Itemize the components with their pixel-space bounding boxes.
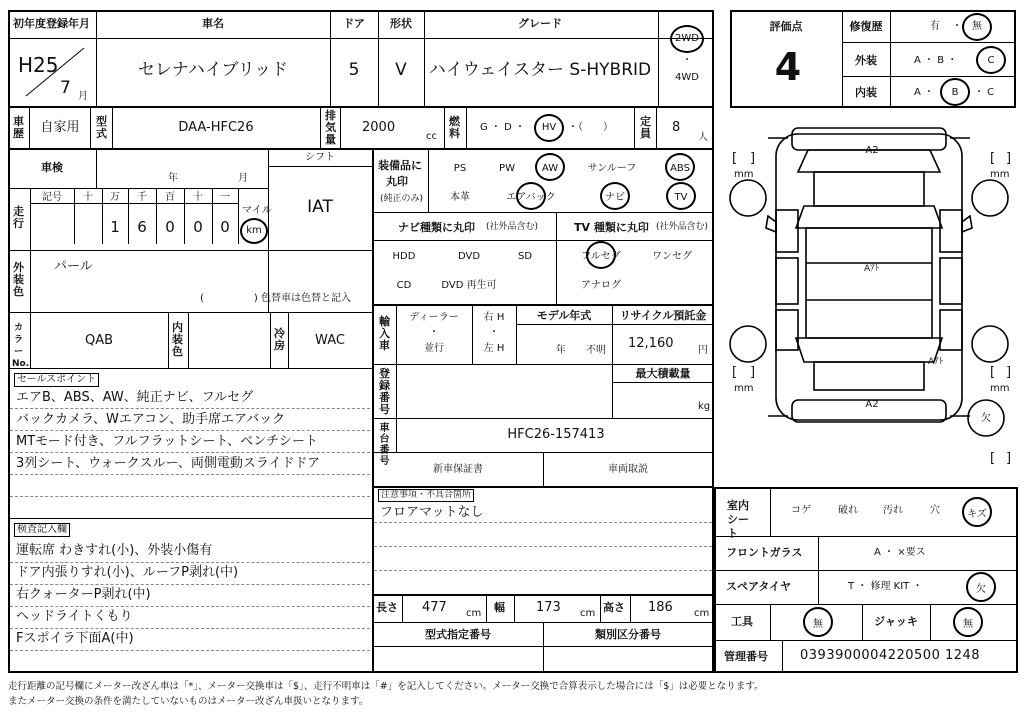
drive-dot: ・: [682, 55, 692, 66]
mileage-digit: 0: [193, 218, 203, 236]
mileage-col-10m: 十: [83, 192, 93, 203]
history-value: 自家用: [40, 120, 80, 135]
damage-mark-a2-rear: A2: [865, 399, 879, 410]
displacement-value: 2000: [362, 120, 396, 135]
car-damage-diagram: [728, 112, 1010, 482]
bracket-fl-open: [: [732, 151, 738, 166]
equip-ps: PS: [453, 163, 467, 174]
width-label: 幅: [494, 601, 505, 614]
score-label: 評価点: [769, 20, 803, 33]
max-load-label: 最大積載量: [635, 367, 691, 380]
spare-missing-mark: 欠: [981, 413, 991, 424]
import-label: 輸入車: [379, 315, 390, 352]
bracket-spare-close: ]: [1006, 451, 1012, 466]
repair-no-circled: 無: [972, 21, 982, 32]
repair-dot: ・: [952, 21, 962, 32]
reg-era-year: H25: [18, 53, 59, 77]
exterior-color-label: 外装色: [13, 261, 24, 298]
navi-cd: CD: [396, 280, 412, 291]
navi-dvd-play: DVD 再生可: [441, 280, 497, 291]
shift-value: IAT: [307, 197, 333, 217]
length-cm: cm: [466, 608, 482, 619]
reg-date-label: 初年度登録年月: [13, 17, 90, 30]
equip-abs-circled: ABS: [670, 163, 690, 174]
recycle-deposit-value: 12,160: [628, 336, 674, 351]
damage-mark-a-trace-1: Aｱﾄ: [864, 264, 880, 274]
tv-type-note: (社外品含む): [656, 222, 709, 232]
drive-2wd-circled: 2WD: [675, 33, 699, 44]
tv-fullseg-circled: フルセグ: [581, 251, 621, 262]
interior-color-label: 内装色: [172, 321, 183, 358]
repair-yes: 有: [930, 21, 940, 32]
management-number: 0393900004220500 1248: [800, 648, 981, 663]
ac-value: WAC: [315, 333, 345, 348]
km-circled: km: [246, 225, 262, 236]
interior-a: A ・: [914, 87, 935, 98]
spare-tire-label: スペアタイヤ: [726, 580, 792, 593]
inspector-line: 右クォーターP剥れ(中): [16, 587, 151, 602]
displacement-label: 排気量: [325, 109, 336, 146]
repair-history-label: 修復歴: [849, 20, 883, 33]
mileage-col-1: 一: [220, 192, 230, 203]
inspector-line: 運転席 わきすれ(小)、外装小傷有: [16, 543, 213, 558]
warranty-label: 新車保証書: [433, 464, 483, 475]
import-right-hand: 右 H: [483, 312, 505, 323]
footer-note-2: またメーター交換の条件を満たしていないものはメーター改ざん車扱いとなります。: [8, 696, 369, 707]
navi-dvd: DVD: [457, 251, 481, 262]
model-value: DAA-HFC26: [178, 120, 254, 135]
drive-4wd: 4WD: [675, 72, 699, 83]
caution-label: 注意事項・不具合箇所: [378, 489, 474, 502]
fuel-hv-circled: HV: [541, 122, 557, 133]
inspection-label: 車検: [41, 161, 63, 174]
capacity-value: 8: [672, 120, 681, 135]
equip-airbag-circled: エアバック: [506, 192, 556, 203]
interior-b-circled: B: [951, 87, 959, 98]
equip-sunroof: サンルーフ: [587, 163, 637, 174]
seat-burn: コゲ: [791, 505, 811, 516]
fuel-gd: G ・ D ・: [480, 122, 525, 133]
tools-label: 工具: [731, 615, 753, 628]
seat-hole: 穴: [930, 505, 940, 516]
inspection-month: 月: [238, 173, 248, 184]
color-code-label: カラーNo.: [12, 323, 30, 369]
mileage-digit: 0: [165, 218, 175, 236]
mile-label: マイル: [242, 205, 272, 216]
reg-month: 7: [60, 78, 71, 98]
tools-none-circled: 無: [803, 607, 833, 637]
inspection-year: 年: [168, 173, 178, 184]
mileage-col-10k: 万: [110, 192, 120, 203]
import-left-hand: 左 H: [483, 343, 505, 354]
bracket-fl-close: ]: [750, 151, 756, 166]
mileage-col-10: 十: [193, 192, 203, 203]
fuel-other: ・（ ）: [568, 122, 613, 133]
exterior-grade-label: 外装: [855, 54, 877, 67]
doors-label: ドア: [343, 17, 365, 30]
bracket-rr-close: ]: [1006, 365, 1012, 380]
mileage-sign-label: 記号: [42, 192, 62, 203]
tire-depth-fr-mm: mm: [990, 169, 1010, 180]
bracket-rr-open: [: [990, 365, 996, 380]
tv-oneseg: ワンセグ: [652, 251, 692, 262]
equip-tv-circled: TV: [674, 192, 688, 203]
equipment-label-3: (純正のみ): [380, 194, 424, 204]
car-name-label: 車名: [202, 17, 224, 30]
windshield-value: A ・ ×要ス: [874, 547, 926, 558]
exterior-color-value: パール: [54, 259, 93, 274]
sales-point-line: MTモード付き、フルフラットシート、ベンチシート: [16, 434, 318, 449]
reg-month-unit: 月: [78, 91, 88, 102]
footer-note-1: 走行距離の記号欄にメーター改ざん車は「*」、メーター交換車は「$」、走行不明車は「#」を記入してください。メーター交換で合算表示した場合には「$」は必要となります。: [8, 681, 764, 692]
equipment-label-2: 丸印: [386, 175, 408, 188]
chassis-number: HFC26-157413: [507, 427, 605, 442]
bracket-spare-open: [: [990, 451, 996, 466]
cc-unit: cc: [426, 131, 437, 142]
damage-mark-a-trace-2: Aｱﾄ: [928, 357, 944, 367]
mileage-col-100: 百: [165, 192, 175, 203]
shift-label: シフト: [305, 152, 335, 163]
management-number-label: 管理番号: [724, 650, 768, 663]
color-change-note: ( ) 色替車は色替と記入: [200, 293, 351, 304]
yen-unit: 円: [698, 345, 708, 356]
spare-tire-value: T ・ 修理 KIT ・: [848, 581, 923, 592]
navi-type-label: ナビ種類に丸印: [398, 221, 475, 234]
jack-none-circled: 無: [953, 607, 983, 637]
doors-value: 5: [348, 60, 360, 80]
manual-label: 車両取説: [608, 464, 648, 475]
navi-sd: SD: [517, 251, 533, 262]
spare-missing-circled: 欠: [966, 572, 996, 602]
tv-analog: アナログ: [581, 280, 621, 291]
bracket-fr-close: ]: [1006, 151, 1012, 166]
import-dot: ・: [429, 327, 439, 338]
seat-tear: 破れ: [838, 505, 858, 516]
bracket-rl-close: ]: [750, 365, 756, 380]
recycle-deposit-label: リサイクル預託金: [619, 309, 707, 322]
inspector-label: 検査記入欄: [14, 523, 70, 537]
import-dealer: ディーラー: [409, 312, 459, 323]
chassis-label: 車台番号: [379, 423, 390, 467]
model-year-unknown: 不明: [586, 345, 606, 356]
damage-mark-a2-front: A2: [865, 145, 879, 156]
equip-leather: 本革: [450, 192, 470, 203]
car-name: セレナハイブリッド: [137, 60, 289, 80]
color-code-value: QAB: [84, 333, 114, 348]
mileage-digit: 1: [110, 218, 120, 236]
sales-point-line: エアB、ABS、AW、純正ナビ、フルセグ: [16, 390, 254, 405]
inspector-line: Fスポイラ下面A(中): [16, 631, 134, 646]
model-year-unit: 年: [556, 345, 566, 356]
windshield-label: フロントガラス: [726, 546, 803, 559]
equipment-label-1: 装備品に: [378, 159, 422, 172]
score-value: 4: [774, 45, 802, 89]
person-unit: 人: [698, 132, 708, 143]
seat-scratch-circled: キズ: [962, 497, 992, 527]
navi-hdd: HDD: [392, 251, 416, 262]
mileage-digit: 6: [137, 218, 147, 236]
inspector-line: ヘッドライトくもり: [16, 609, 133, 624]
exterior-options: A ・ B ・: [914, 55, 958, 66]
import-dot-2: ・: [489, 327, 499, 338]
history-label: 車歴: [13, 115, 24, 140]
type-designation-label: 型式指定番号: [425, 628, 491, 641]
bracket-fr-open: [: [990, 151, 996, 166]
inspector-line: ドア内張りすれ(小)、ルーフP剥れ(中): [16, 565, 239, 580]
sales-point-line: バックカメラ、Wエアコン、助手席エアバック: [16, 412, 286, 427]
equip-pw: PW: [499, 163, 515, 174]
class-number-label: 類別区分番号: [595, 628, 661, 641]
kg-unit: kg: [698, 401, 711, 412]
width-value: 173: [536, 600, 561, 615]
tire-depth-rl-mm: mm: [734, 383, 754, 394]
capacity-label: 定員: [640, 115, 651, 140]
shape-label: 形状: [390, 17, 412, 30]
caution-text: フロアマットなし: [380, 505, 484, 520]
seat-stain: 汚れ: [883, 505, 903, 516]
sales-points-label: セールスポイント: [14, 373, 99, 387]
exterior-c-circled: C: [987, 55, 995, 66]
ac-label: 冷房: [274, 327, 285, 352]
height-value: 186: [648, 600, 673, 615]
shape-value: V: [395, 60, 407, 80]
tire-depth-rr-mm: mm: [990, 383, 1010, 394]
model-year-label: モデル年式: [536, 309, 592, 322]
interior-grade-label: 内装: [855, 86, 877, 99]
import-parallel: 並行: [424, 343, 444, 354]
fuel-label: 燃料: [449, 115, 460, 140]
navi-type-note: (社外品含む): [486, 222, 539, 232]
equip-navi-circled: ナビ: [605, 192, 625, 203]
jack-label: ジャッキ: [874, 615, 918, 628]
interior-seat-label: 室内シート: [727, 499, 749, 540]
length-value: 477: [422, 600, 447, 615]
sales-point-line: 3列シート、ウォークスルー、両側電動スライドドア: [16, 456, 321, 471]
registration-label: 登録番号: [379, 367, 390, 416]
equip-aw-circled: AW: [541, 163, 559, 174]
length-label: 長さ: [376, 601, 398, 614]
interior-c: ・ C: [974, 87, 995, 98]
grade-value: ハイウェイスター S-HYBRID: [428, 60, 652, 80]
height-label: 高さ: [603, 601, 625, 614]
width-cm: cm: [580, 608, 596, 619]
tv-type-label: TV 種類に丸印: [574, 221, 649, 234]
grade-label: グレード: [518, 17, 562, 30]
height-cm: cm: [694, 608, 710, 619]
model-label: 型式: [96, 115, 107, 140]
tire-depth-fl-mm: mm: [734, 169, 754, 180]
mileage-digit: 0: [220, 218, 230, 236]
mileage-col-1k: 千: [137, 192, 147, 203]
mileage-label: 走行: [13, 205, 24, 230]
bracket-rl-open: [: [732, 365, 738, 380]
